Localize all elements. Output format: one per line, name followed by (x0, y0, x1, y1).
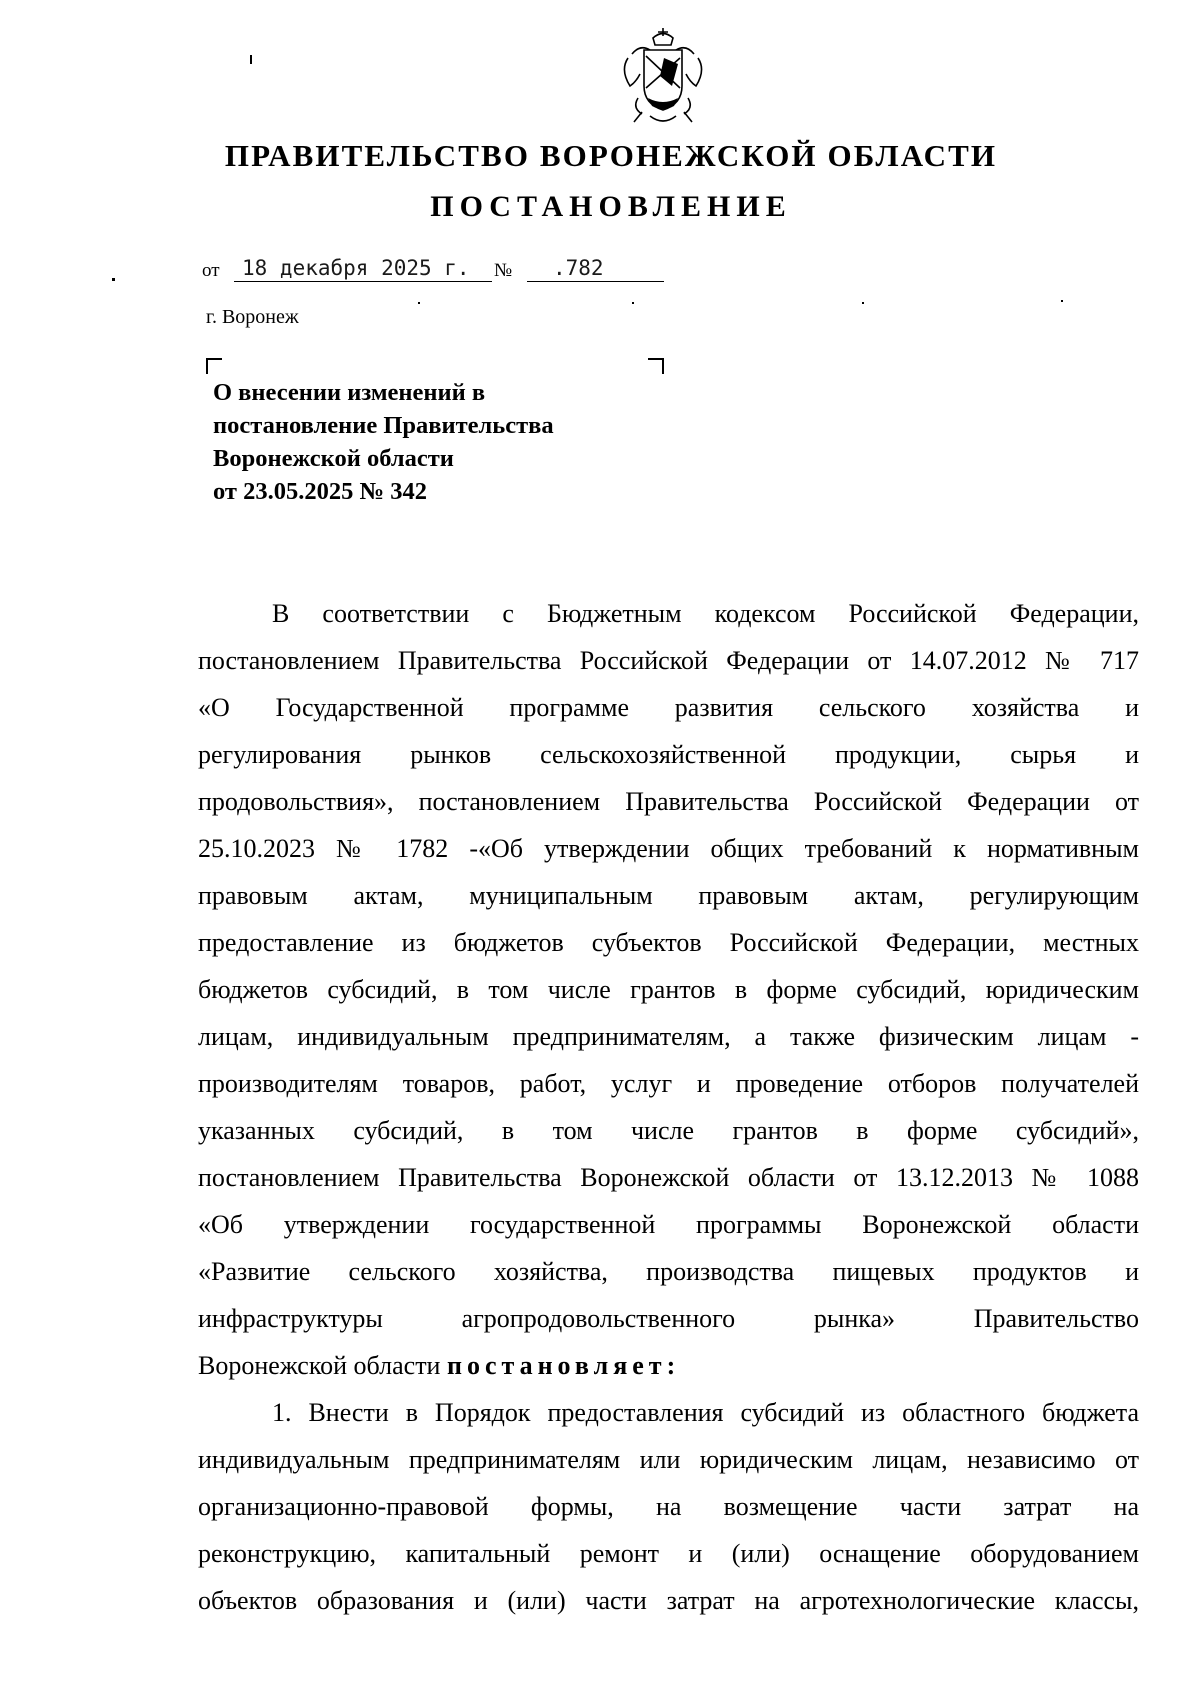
item-line: реконструкцию, капитальный ремонт и (или) оснащение оборудованием (198, 1539, 1139, 1568)
body-line: указанных субсидий, в том числе грантов в форме субсидий», (198, 1116, 1139, 1145)
item-line: 1. Внести в Порядок предоставления субсидий из областного бюджета (272, 1398, 1139, 1427)
date-number-line (202, 252, 662, 286)
scan-mark (112, 278, 115, 281)
subject-line: постановление Правительства (213, 412, 554, 439)
body-line: инфраструктуры агропродовольственного рынка» Правительство (198, 1304, 1139, 1333)
body-line: правовым актам, муниципальным правовым актам, регулирующим (198, 881, 1139, 910)
scan-mark (632, 302, 634, 304)
resolve-line (198, 1342, 1139, 1389)
document-number: .782 (553, 256, 604, 280)
body-line: бюджетов субсидий, в том числе грантов в форме субсидий, юридическим (198, 975, 1139, 1004)
body-line: постановлением Правительства Российской Федерации от 14.07.2012 № 717 (198, 646, 1139, 675)
scan-mark (250, 55, 252, 64)
resolve-word: постановляет: (446, 1351, 681, 1380)
document-body (198, 590, 1139, 1624)
subject-line: от 23.05.2025 № 342 (213, 478, 427, 505)
body-line: «О Государственной программе развития сельского хозяйства и (198, 693, 1139, 722)
body-line: производителям товаров, работ, услуг и проведение отборов получателей (198, 1069, 1139, 1098)
subject-corner-left (206, 358, 222, 374)
body-line: «Развитие сельского хозяйства, производства пищевых продуктов и (198, 1257, 1139, 1286)
organization-title: ПРАВИТЕЛЬСТВО ВОРОНЕЖСКОЙ ОБЛАСТИ (224, 138, 998, 173)
body-line: «Об утверждении государственной программы Воронежской области (198, 1210, 1139, 1239)
scan-mark (418, 302, 420, 304)
body-line: лицам, индивидуальным предпринимателям, а также физическим лицам - (198, 1022, 1139, 1051)
subject-line: О внесении изменений в (213, 379, 486, 406)
item-line: организационно-правовой формы, на возмещение части затрат на (198, 1492, 1139, 1521)
body-line: постановлением Правительства Воронежской области от 13.12.2013 № 1088 (198, 1163, 1139, 1192)
city: г. Воронеж (206, 306, 299, 328)
body-line: регулирования рынков сельскохозяйственной продукции, сырья и (198, 740, 1139, 769)
body-line: продовольствия», постановлением Правительства Российской Федерации от (198, 787, 1139, 816)
document-subject (213, 376, 673, 508)
subject-corner-right (648, 358, 664, 374)
number-label: № (494, 260, 513, 281)
document-date: 18 декабря 2025 г. (242, 256, 470, 280)
number-underline (527, 281, 664, 282)
scan-mark (862, 302, 864, 304)
item-line: объектов образования и (или) части затрат на агротехнологические классы, (198, 1586, 1139, 1615)
date-underline (234, 281, 492, 282)
document-type: ПОСТАНОВЛЕНИЕ (430, 190, 792, 223)
scan-mark (1061, 300, 1063, 302)
body-line: 25.10.2023 № 1782 -«Об утверждении общих требований к нормативным (198, 834, 1139, 863)
body-line: В соответствии с Бюджетным кодексом Российской Федерации, (272, 599, 1139, 628)
coat-of-arms-icon (620, 28, 706, 130)
body-line: предоставление из бюджетов субъектов Российской Федерации, местных (198, 928, 1139, 957)
item-line: индивидуальным предпринимателям или юридическим лицам, независимо от (198, 1445, 1139, 1474)
subject-line: Воронежской области (213, 445, 454, 472)
resolve-prefix: Воронежской области (198, 1351, 447, 1380)
date-from-label: от (202, 260, 220, 281)
